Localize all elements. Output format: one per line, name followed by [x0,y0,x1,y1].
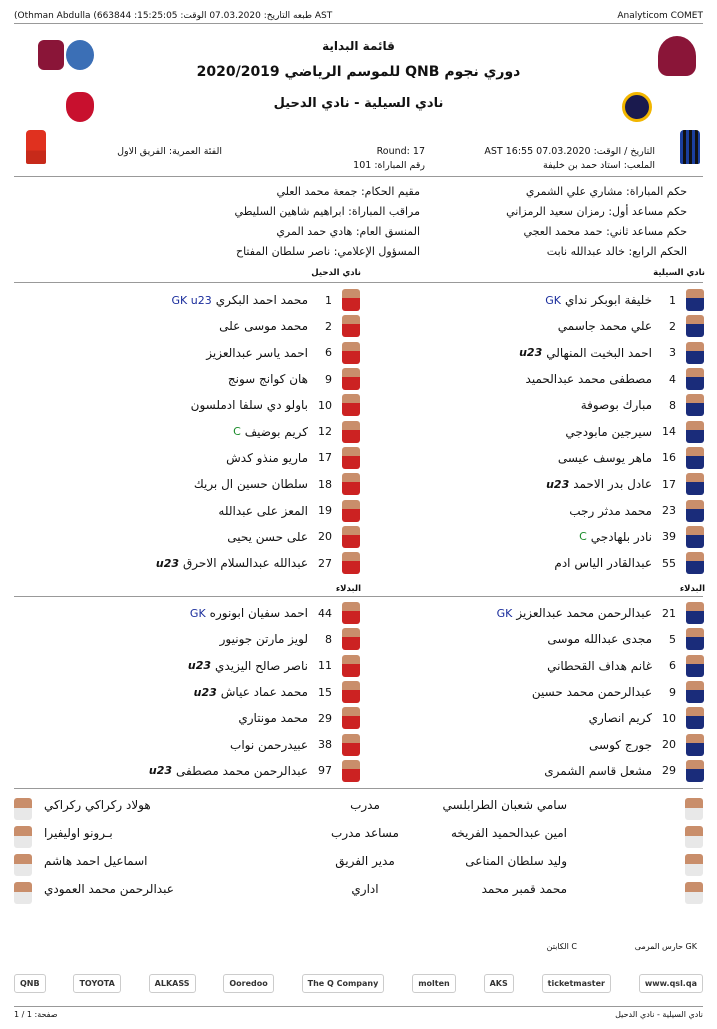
divider [14,282,703,283]
player-number: 12 [318,425,332,439]
match-number: رقم المباراة: 101 [353,160,425,171]
player-number: 5 [669,632,676,646]
player-row [378,366,704,392]
staff-photo [14,798,32,820]
player-tag: u23 [148,764,173,778]
away-staff-name: بـرونو اوليفيرا [44,826,113,840]
player-tag: u23 [193,685,217,699]
player-photo [686,760,704,782]
sponsors-strip [14,964,703,1002]
player-tag: u23 [546,477,570,491]
player-photo [342,289,360,311]
player-tag: u23 [519,346,543,360]
player-name: محمد احمد البكري [215,293,308,308]
player-name: باولو دي سلفا ادملسون [190,398,308,413]
league-title: دوري نجوم QNB للموسم الرياضي 2020/2019 [196,64,521,80]
player-row [20,340,360,366]
staff-row [0,854,717,882]
player-row [378,626,704,652]
staff-photo [685,798,703,820]
player-number: 20 [662,738,676,752]
home-team-label: نادي السيلية [653,268,705,278]
player-name: عبدالرحمن محمد عبدالعزيز [516,606,652,621]
officials-left [120,182,420,262]
player-name: لويز مارتن جونيور [219,632,308,647]
player-number: 15 [318,685,332,699]
player-number: 4 [669,372,676,386]
player-row [20,445,360,471]
player-row [20,653,360,679]
player-name: كريم بوضيف [244,424,308,439]
player-photo [342,368,360,390]
player-name: عبدالله عبدالسلام الاحرق [183,556,308,571]
staff-photo [14,826,32,848]
player-number: 3 [669,346,676,360]
player-number: 19 [318,504,332,518]
home-staff-name: محمد قمبر محمد [481,882,567,896]
player-row [378,445,704,471]
report-header [0,30,717,120]
player-photo [342,734,360,756]
sponsor-logo: ALKASS [149,974,196,993]
player-photo [686,394,704,416]
player-photo [342,526,360,548]
player-tag: u23 [187,659,212,673]
player-row [20,705,360,731]
player-number: 20 [318,530,332,544]
away-staff-name: عبدالرحمن محمد العمودي [44,882,174,896]
player-row [378,497,704,523]
player-name: محمد موسى على [219,319,308,334]
player-number: 10 [662,711,676,725]
legend-goalkeeper: GK حارس المرمى [634,942,697,951]
player-number: 10 [318,398,332,412]
player-number: 44 [318,606,332,620]
away-team-label: نادي الدحيل [311,268,361,278]
staff-role: مساعد مدرب [331,826,399,840]
player-tag: GK [189,606,206,620]
player-row [20,626,360,652]
print-bar [14,10,703,24]
away-subs-list [20,600,360,784]
player-photo [342,473,360,495]
official-assessor: مقيم الحكام: جمعة محمد العلي [276,185,420,198]
home-subs-list [378,600,704,784]
player-number: 17 [662,477,676,491]
player-tag: GK [496,606,513,620]
player-row [20,392,360,418]
player-name: سيرجين مابودجي [565,424,652,439]
player-row [378,679,704,705]
sponsor-logo: Ooredoo [223,974,273,993]
staff-photo [685,854,703,876]
player-tag: C [233,425,241,439]
player-photo [686,447,704,469]
match-round: Round: 17 [376,146,425,157]
player-number: 97 [318,764,332,778]
home-kit-icon [680,130,700,164]
player-photo [686,526,704,548]
player-number: 2 [325,319,332,333]
official-referee: حكم المباراة: مشاري علي الشمري [525,185,687,198]
footer-page: صفحة: 1 / 1 [14,1010,58,1019]
player-tag: u23 [155,556,179,570]
official-media: المسؤول الإعلامي: ناصر سلطان المفتاح [235,245,420,258]
official-coordinator: المنسق العام: هادي حمد المري [276,225,420,238]
divider [14,596,703,597]
player-photo [342,655,360,677]
player-photo [342,681,360,703]
qsl-logo-icon [38,40,64,70]
divider [14,788,703,789]
player-photo [686,655,704,677]
player-number: 23 [662,504,676,518]
staff-photo [14,854,32,876]
player-name: علي محمد جاسمي [557,319,652,334]
player-name: احمد سفيان ابونوره [209,606,308,621]
age-group: الفئة العمرية: الفريق الاول [117,146,222,157]
sponsor-logo: ticketmaster [542,974,611,993]
player-number: 38 [318,738,332,752]
player-row [20,418,360,444]
player-name: خليفة ابوبكر نداي [565,293,652,308]
system-name: Analyticom COMET [617,10,703,21]
player-photo [686,500,704,522]
player-tag: GK u23 [171,293,212,307]
player-name: ماهر يوسف عيسى [557,450,652,465]
sponsor-logo: molten [412,974,456,993]
age-group-block [62,145,222,159]
player-photo [686,707,704,729]
staff-role: اداري [351,882,379,896]
sponsor-logo: www.qsl.qa [639,974,703,993]
player-number: 14 [662,425,676,439]
player-name: نادر بلهادجي [590,529,652,544]
sponsor-logo: QNB [14,974,46,993]
player-row [20,731,360,757]
player-name: المعز على عبدالله [218,503,308,518]
player-photo [342,760,360,782]
player-photo [342,500,360,522]
official-assistant-2: حكم مساعد ثاني: حمد محمد العجي [523,225,687,238]
player-row [378,524,704,550]
player-name: عبدالرحمن محمد مصطفى [176,763,308,778]
player-number: 18 [318,477,332,491]
player-row [378,340,704,366]
player-row [378,731,704,757]
player-number: 1 [325,293,332,307]
player-row [378,287,704,313]
player-tag: GK [545,293,562,307]
player-row [20,471,360,497]
player-number: 1 [669,293,676,307]
report-title: قائمة البداية [322,39,395,53]
player-name: مصطفى محمد عبدالحميد [525,372,652,387]
player-number: 16 [662,451,676,465]
player-name: عبدالقادر الياس ادم [554,556,652,571]
footer-teams: نادي السيلية - نادي الدحيل [615,1010,703,1019]
player-photo [342,447,360,469]
player-row [20,758,360,784]
match-round-block [325,145,425,173]
print-info: (Othman Abdulla (663844 :طبعه التاريخ: 07.03.2020 الوقت: 15:25:05 AST [14,10,333,21]
match-datetime: التاريخ / الوقت: 07.03.2020 16:55 AST [484,146,655,157]
sponsor-logo: The Q Company [302,974,385,993]
player-number: 11 [318,659,332,673]
player-name: ماريو منذو كدش [226,450,308,465]
player-photo [342,628,360,650]
sponsor-logo: TOYOTA [73,974,120,993]
player-row [378,758,704,784]
player-photo [686,368,704,390]
player-photo [686,473,704,495]
player-number: 2 [669,319,676,333]
player-name: محمد مونتاري [238,711,308,726]
player-photo [342,394,360,416]
match-stadium: الملعب: استاد حمد بن خليفة [543,160,655,171]
home-staff-name: امين عبدالحميد الفريخه [450,826,567,840]
player-name: عادل بدر الاحمد [573,477,652,492]
player-photo [342,421,360,443]
player-number: 9 [325,372,332,386]
player-name: كريم انصاري [588,711,652,726]
player-number: 17 [318,451,332,465]
player-photo [342,342,360,364]
player-name: احمد ياسر عبدالعزيز [206,345,308,360]
player-name: جورج كوسى [589,737,652,752]
staff-photo [685,826,703,848]
player-row [20,287,360,313]
player-row [378,392,704,418]
player-number: 8 [325,632,332,646]
player-row [20,524,360,550]
away-staff-name: هولاد ركراكي ركراكي [44,798,151,812]
player-number: 21 [662,606,676,620]
player-name: محمد مدثر رجب [569,503,652,518]
player-photo [342,602,360,624]
player-number: 29 [318,711,332,725]
player-name: عبدالرحمن محمد حسين [531,685,652,700]
player-name: مبارك بوصوفة [580,398,652,413]
player-name: سلطان حسين ال بريك [193,477,308,492]
staff-role: مدرب [350,798,380,812]
player-number: 39 [662,530,676,544]
player-photo [342,707,360,729]
player-name: ناصر صالح اليزيدي [215,658,308,673]
player-number: 8 [669,398,676,412]
player-row [378,600,704,626]
staff-row [0,882,717,910]
home-subs-label: البدلاء [679,584,705,594]
staff-row [0,826,717,854]
match-datetime-block [445,145,655,173]
away-staff-name: اسماعيل احمد هاشم [44,854,148,868]
staff-photo [685,882,703,904]
away-starters-list [20,287,360,576]
page-footer [14,1006,703,1020]
player-number: 27 [318,556,332,570]
player-photo [686,734,704,756]
staff-role: مدير الفريق [335,854,395,868]
player-name: احمد البخيت المنهالي [546,345,652,360]
player-tag: C [579,530,587,544]
player-row [378,418,704,444]
player-row [20,600,360,626]
player-name: عبيدرحمن نواب [230,737,308,752]
player-number: 6 [325,346,332,360]
legend-captain: C الكابتن [546,942,577,951]
player-photo [686,552,704,574]
official-assistant-1: حكم مساعد أول: رمزان سعيد الرمزاني [506,205,687,218]
player-photo [686,628,704,650]
player-number: 9 [669,685,676,699]
player-photo [686,602,704,624]
away-subs-label: البدلاء [335,584,361,594]
player-row [378,313,704,339]
player-name: غانم هداف القحطاني [547,658,652,673]
player-row [378,705,704,731]
home-staff-name: سامي شعبان الطرابلسي [442,798,567,812]
staff-photo [14,882,32,904]
player-row [378,550,704,576]
qnb-stars-league-logo-icon [66,40,94,70]
official-fourth: الحكم الرابع: خالد عبدالله نابت [546,245,687,258]
player-name: على حسن يحيى [227,529,308,544]
player-row [20,313,360,339]
sponsor-logo: AKS [484,974,514,993]
player-name: محمد عماد عياش [220,685,308,700]
qfa-logo-icon [658,36,696,76]
player-photo [342,552,360,574]
player-row [20,550,360,576]
al-sailiya-crest-icon [622,92,652,122]
player-row [378,653,704,679]
player-photo [686,289,704,311]
player-photo [342,315,360,337]
official-commissioner: مراقب المباراة: ابراهيم شاهين السليطي [234,205,420,218]
player-row [20,366,360,392]
player-photo [686,315,704,337]
divider [14,176,703,177]
player-photo [686,342,704,364]
player-row [20,497,360,523]
player-row [378,471,704,497]
staff-row [0,798,717,826]
player-number: 29 [662,764,676,778]
fixture-title: نادي السيلية - نادي الدحيل [273,96,444,111]
player-number: 55 [662,556,676,570]
away-kit-icon [26,130,46,164]
player-photo [686,681,704,703]
player-name: مجدى عبدالله موسى [547,632,652,647]
al-duhail-crest-icon [66,92,94,122]
home-staff-name: وليد سلطان المناعى [465,854,567,868]
home-starters-list [378,287,704,576]
player-name: مشعل قاسم الشمرى [544,763,652,778]
player-name: هان كوانج سونج [227,372,308,387]
player-number: 6 [669,659,676,673]
player-row [20,679,360,705]
player-photo [686,421,704,443]
